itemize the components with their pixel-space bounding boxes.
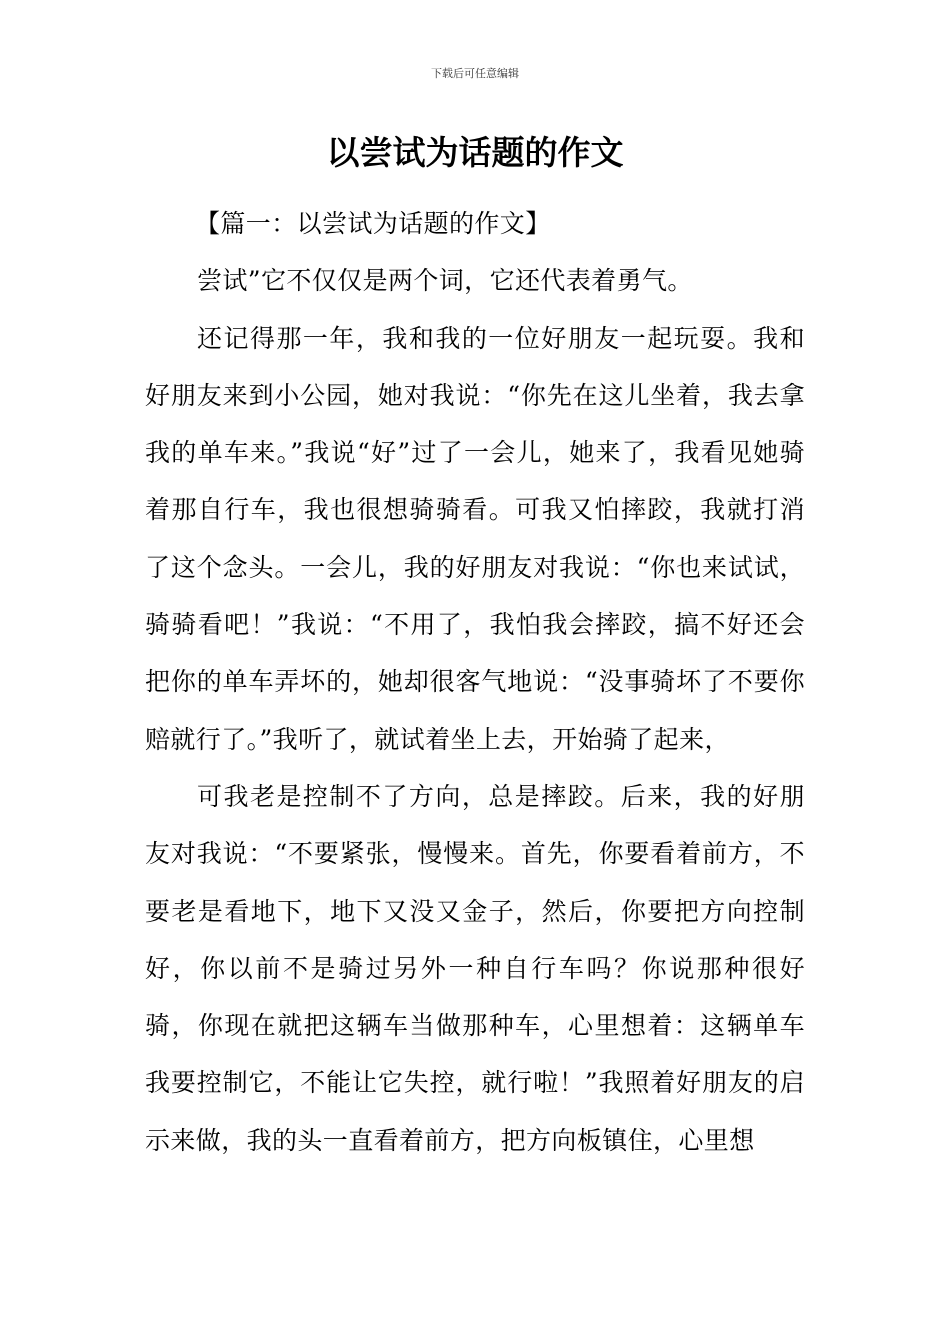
section-heading: 【篇一：以尝试为话题的作文】: [195, 209, 551, 238]
page-header-note: 下载后可任意编辑: [431, 67, 519, 80]
document-body: [145, 195, 805, 1169]
paragraph-3: 可我老是控制不了方向，总是摔跤。后来，我的好朋友对我说：“不要紧张，慢慢来。首先，你要看着前方，不要老是看地下，地下又没又金子，然后，你要把方向控制好，你以前不是骑过另外一种自行车吗？你说那种很好骑，你现在就把这辆车当做那种车，心里想着：这辆单车我要控制它，不能让它失控，就行啦！”我照着好朋友的启示来做，我的头一直看着前方，把方向板镇住，心里想: [145, 781, 805, 1155]
paragraph-2: 还记得那一年，我和我的一位好朋友一起玩耍。我和好朋友来到小公园，她对我说：“你先在这儿坐着，我去拿我的单车来。”我说“好”过了一会儿，她来了，我看见她骑着那自行车，我也很想骑骑看。可我又怕摔跤，我就打消了这个念头。一会儿，我的好朋友对我说：“你也来试试，骑骑看吧！”我说：“不用了，我怕我会摔跤，搞不好还会把你的单车弄坏的，她却很客气地说：“没事骑坏了不要你赔就行了。”我听了，就试着坐上去，开始骑了起来，: [145, 323, 805, 754]
paragraph-1: 尝试”它不仅仅是两个词，它还代表着勇气。: [197, 266, 693, 296]
document-title: 以尝试为话题的作文: [326, 133, 624, 172]
